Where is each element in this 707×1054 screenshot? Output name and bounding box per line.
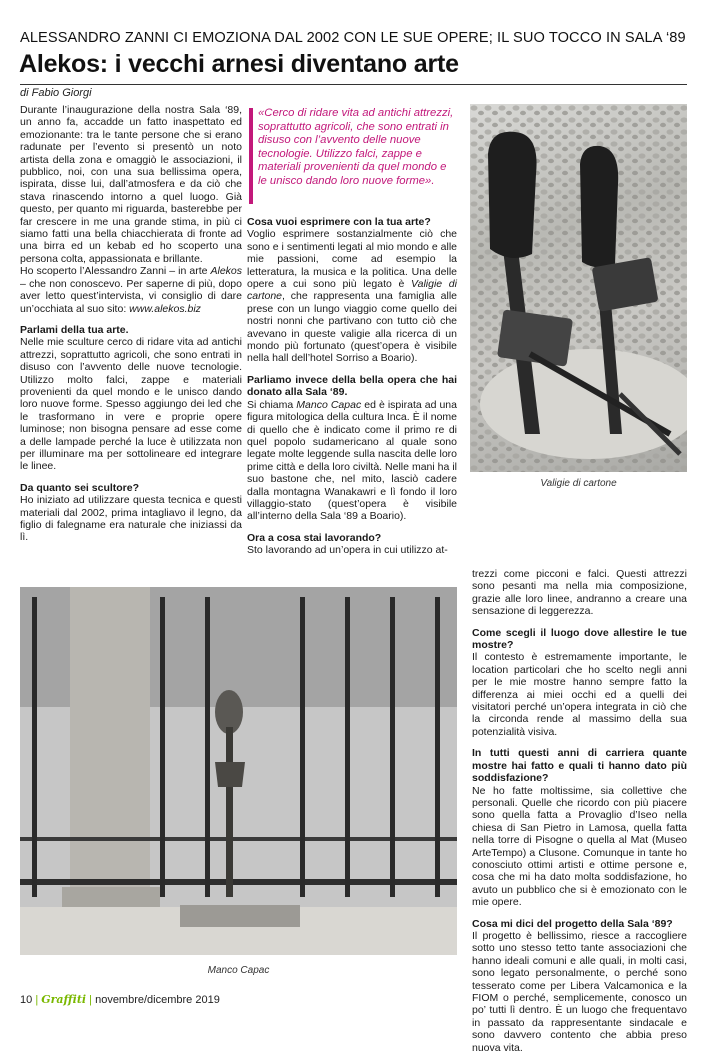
question-heading: Parlami della tua arte. (20, 323, 129, 336)
sculpture-railing-image (20, 587, 457, 955)
question-heading: In tutti questi anni di carriera quante mostre hai fatto e quali ti hanno dato più soddisfazione? (472, 747, 687, 785)
question-heading: Come scegli il luogo dove allestire le tue mostre? (472, 626, 687, 652)
answer-paragraph: Ne ho fatte moltissime, sia collettive che personali. Quelle che ricordo con più piacere sono quella fatta a Provaglio d’Iseo nella chiesa di San Pietro in Lamosa, quella fatta nella torre di Pisogne o quella al Mat (Museo ArteTempo) a Clusone. Comunque in tante ho conosciuto ottimi artisti e ottime persone e, cosa che mi ha dato molta soddisfazione, ho avuto un pubblico che si è emozionato con le mie opere. (472, 784, 687, 909)
footer-separator: | (89, 994, 93, 1006)
article-kicker: ALESSANDRO ZANNI CI EMOZIONA DAL 2002 CON LE SUE OPERE; IL SUO TOCCO IN SALA ‘89 (20, 30, 686, 46)
question-heading: Da quanto sei scultore? (20, 481, 140, 494)
photo-manco-capac (20, 587, 457, 955)
page-number: 10 (20, 994, 33, 1006)
answer-paragraph: Ho iniziato ad utilizzare questa tecnica e questi materiali dal 2002, prima intagliavo il legno, da figlio di falegname era naturale che iniziassi da lì. (20, 494, 242, 544)
photo-caption: Valigie di cartone (540, 478, 617, 489)
magazine-logo: Graffiti (41, 993, 87, 1006)
sculpture-suitcases-image (470, 104, 687, 472)
article-headline: Alekos: i vecchi arnesi diventano arte (19, 50, 459, 78)
question-heading: Cosa mi dici del progetto della Sala ‘89? (472, 917, 673, 930)
pullquote-bar (249, 108, 253, 204)
question-heading: Parliamo invece della bella opera che hai donato alla Sala ‘89. (247, 373, 457, 399)
answer-paragraph: Sto lavorando ad un’opera in cui utilizzo at- (247, 544, 448, 557)
answer-paragraph: Il contesto è estremamente importante, le location particolari che ho scelto negli anni per le mie mostre hanno sempre fatto la differenza ai miei occhi ed a quelli dei visitatori perché un’opera integrata in ciò che la circonda rende al massimo della sua potenzialità visiva. (472, 651, 687, 738)
answer-paragraph: Il progetto è bellissimo, riesce a raccogliere sotto uno stesso tetto tante associazioni che hanno ideali comuni e alle quali, in molti casi, sono legato personalmente, o perché sono tesserato come per Libera Valcamonica e la FIOM o perché, semplicemente, conosco un po’ tutti lì dentro. È un luogo che frequentavo in passato da rappresentante sindacale e sono davvero contento che abbia preso nuova vita. (472, 929, 687, 1054)
intro-paragraph: Durante l’inaugurazione della nostra Sala ‘89, un anno fa, accadde un fatto inaspettato ed emozionante: tra le tante persone che si erano radunate per l’evento si presentò un noto artista della zona e omaggiò le associazioni, il pubblico, noi, con una sua bellissima opera, ispirata, disse lui, dall’atmosfera e da ciò che stava rinascendo intorno a quel luogo. Già questo, per quanto mi riguarda, basterebbe per far crescere in me una grande stima, in più ci siamo fatti una bella chiacchierata di fronte ad una birra ed un kebab ed ho scoperto una persona colta, appassionata e brillante. (20, 104, 242, 265)
answer-paragraph: trezzi come picconi e falci. Questi attrezzi sono pesanti ma nella mia composizione, grazie alle loro linee, andranno a creare una sensazione di leggerezza. (472, 568, 687, 618)
photo-caption: Manco Capac (207, 965, 270, 976)
page-footer (20, 993, 220, 1006)
question-heading: Ora a cosa stai lavorando? (247, 531, 382, 544)
answer-paragraph: Si chiama Manco Capac ed è ispirata ad una figura mitologica della cultura Inca. È il nome di quello che è indicato come il primo re di quel popolo sudamericano al quale sono legate molte leggende sulla nascita delle loro prime città e della loro civiltà. Nelle mani ha il suo bastone che, nel mito, lasciò cadere dalla montagna Wanakawri e lì fondo il loro villaggio-stato (quest’opera è visibile all’interno della Sala ‘89 a Boario). (247, 398, 457, 523)
answer-paragraph: Voglio esprimere sostanzialmente ciò che sono e i sentimenti legati al mio mondo e alle mie passioni, come ad esempio la letteratura, la musica e la politica. Una delle opere a cui sono più legato è Valigie di cartone, che rappresenta una famiglia alle prese con un lungo viaggio come quello dei nostri nonni che partivano con tutto ciò che avevano in queste valigie alla ricerca di un mondo più fortunato (quest’opera è visibile nella hall dell’hotel Sorriso a Boario). (247, 228, 457, 365)
intro-paragraph-2: Ho scoperto l’Alessandro Zanni – in arte Alekos – che non conoscevo. Per saperne di più, dopo aver letto quest’intervista, vi consiglio di dare un’occhiata al suo sito: www.alekos.biz (20, 265, 242, 315)
column-2 (247, 216, 457, 557)
answer-paragraph: Nelle mie sculture cerco di ridare vita ad antichi attrezzi, soprattutto agricoli, che sono entrati in disuso con l’avvento delle nuove tecnologie. Utilizzo molto falci, zappe e materiali provenienti da quel mondo e le unisco dando loro nuove forme. Spesso aggiungo dei led che le trasformano in vere e proprie opere luminose; non bisogna pensare ad esse come a delle lampade perché la luce è utilizzata non per illuminare ma per sottolineare ed integrare le linee. (20, 336, 242, 473)
question-heading: Cosa vuoi esprimere con la tua arte? (247, 216, 431, 228)
column-1 (20, 104, 242, 544)
headline-divider (20, 84, 687, 85)
photo-valigie-di-cartone (470, 104, 687, 472)
pullquote: «Cerco di ridare vita ad antichi attrezzi, soprattutto agricoli, che sono entrati in disuso con l’avvento delle nuove tecnologie. Utilizzo falci, zappe e materiali provenienti da quel mondo e le unisco dando loro nuove forme». (258, 107, 454, 187)
website-link[interactable]: www.alekos.biz (129, 302, 201, 315)
footer-separator: | (35, 994, 39, 1006)
column-3 (472, 568, 687, 1054)
byline: di Fabio Giorgi (20, 87, 92, 99)
issue-date: novembre/dicembre 2019 (95, 994, 220, 1006)
